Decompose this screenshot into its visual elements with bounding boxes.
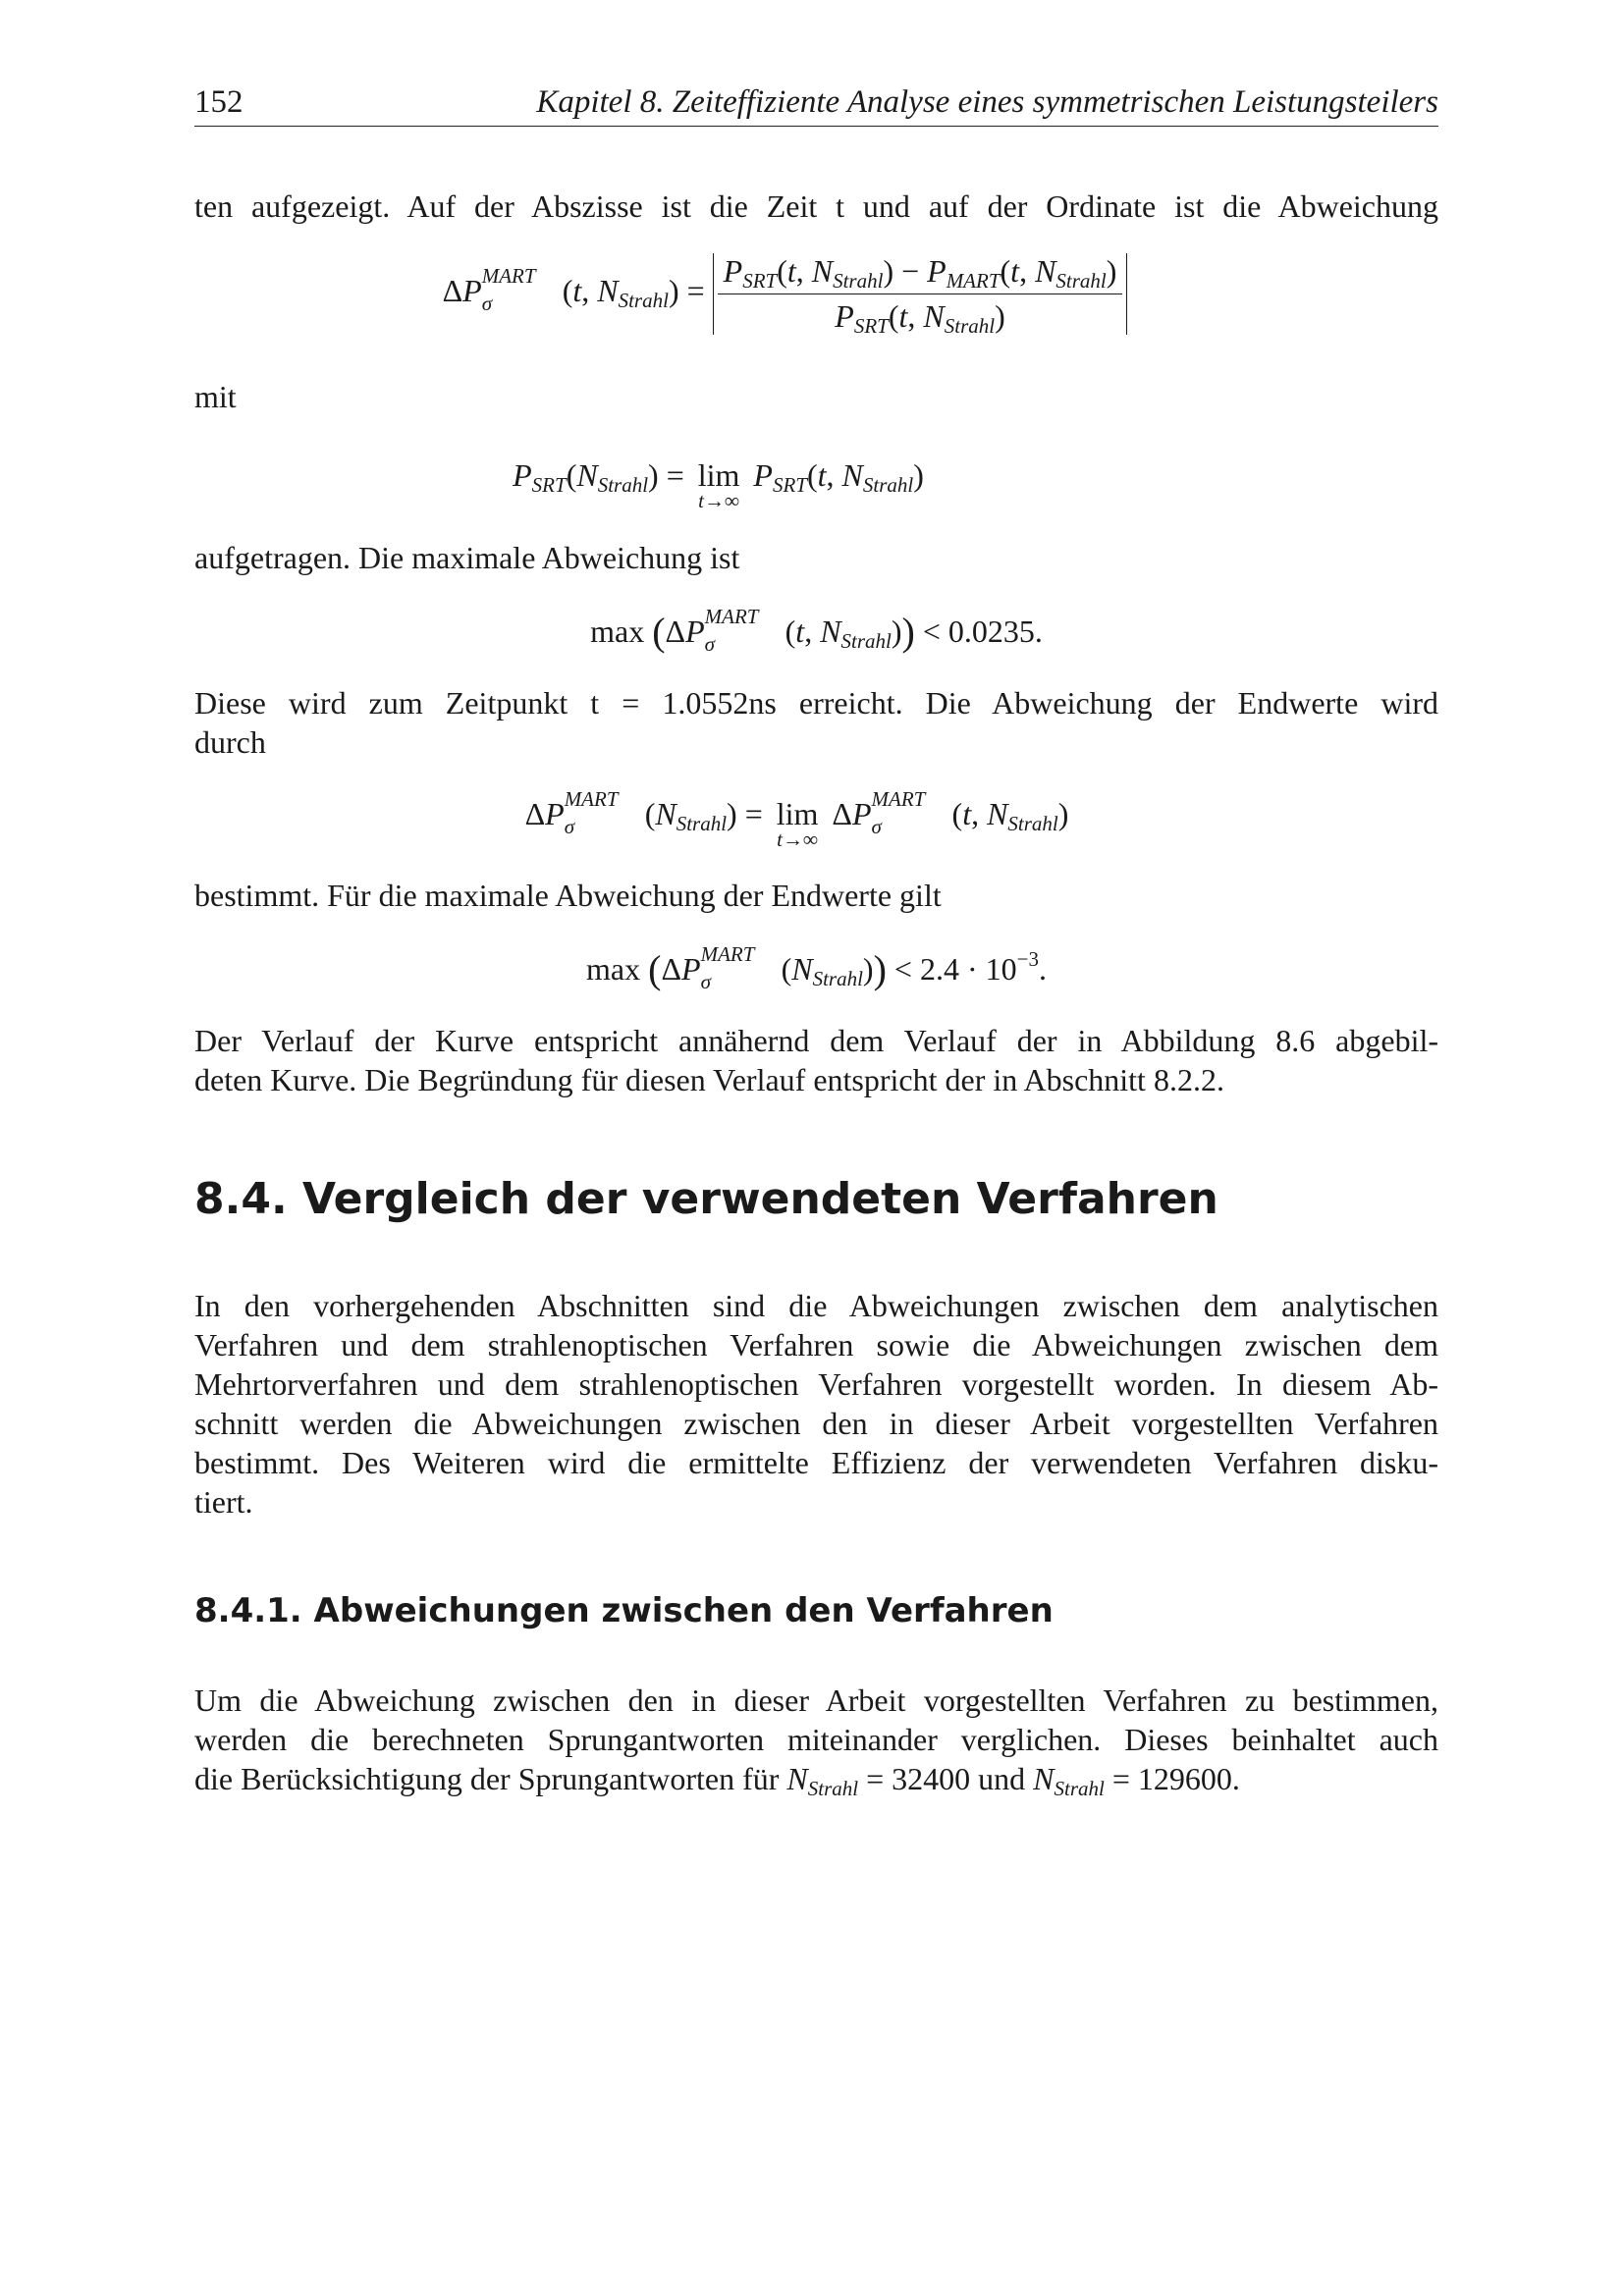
section-paragraph-line6: tiert. (194, 1484, 253, 1520)
equation-max-end-deviation: max (ΔP MART σ $(N_{Strahl})) < 2.4 \cdot 10^{-3}$. (586, 942, 1047, 993)
subsection-paragraph-line3: die Berücksichtigung der Sprungantworten für $N_{Strahl} = 32400$ und $N_{Strahl} = 129600$. (194, 1761, 1240, 1800)
equation-end-deviation: ΔP MART σ $(N_{Strahl}) = \lim$ t→∞ ΔP MART σ (t, $N_{Strahl}$) (524, 787, 1069, 851)
paragraph-verlauf-line1: Der Verlauf der Kurve entspricht annähernd dem Verlauf der in Abbildung 8.6 abgebil- (194, 1023, 1438, 1058)
page (194, 0, 1438, 2296)
running-title: Kapitel 8. Zeiteffiziente Analyse eines symmetrischen Leistungsteilers (536, 84, 1438, 120)
running-header (194, 80, 1438, 127)
section-paragraph-line1: In den vorhergehenden Abschnitten sind die Abweichungen zwischen dem analytischen (194, 1288, 1438, 1323)
paragraph-diese-line2: durch (194, 724, 266, 760)
section-paragraph-line2: Verfahren und dem strahlenoptischen Verfahren sowie die Abweichungen zwischen dem (194, 1327, 1438, 1362)
paragraph-bestimmt: bestimmt. Für die maximale Abweichung der Endwerte gilt (194, 878, 942, 913)
paragraph-intro: ten aufgezeigt. Auf der Abszisse ist die Zeit t und auf der Ordinate ist die Abweichung (194, 188, 1438, 224)
paragraph-aufgetragen: aufgetragen. Die maximale Abweichung ist (194, 540, 740, 575)
section-paragraph-line5: bestimmt. Des Weiteren wird die ermittelte Effizienz der verwendeten Verfahren disku- (194, 1445, 1438, 1480)
equation-max-deviation: max (ΔP MART σ (t, $N_{Strahl})) < 0.0235$. (590, 605, 1043, 656)
paragraph-verlauf-line2: deten Kurve. Die Begründung für diesen Verlauf entspricht der in Abschnitt 8.2.2. (194, 1062, 1224, 1097)
equation-deviation: ΔP MART σ (t, $N_{Strahl}$) = $\frac{P_{SRT}(t, N_{Strahl}) - P_{MART}(t, N_{Strahl})}{P_{SRT}(t, N_{Strahl})}$ (163, 253, 1407, 335)
section-paragraph-line3: Mehrtorverfahren und dem strahlenoptischen Verfahren vorgestellt worden. In diesem Ab- (194, 1366, 1438, 1402)
subsection-paragraph-line1: Um die Abweichung zwischen den in dieser Arbeit vorgestellten Verfahren zu bestimmen, (194, 1682, 1438, 1718)
subsection-paragraph-line2: werden die berechneten Sprungantworten miteinander verglichen. Dieses beinhaltet auch (194, 1722, 1438, 1757)
subsection-heading: 8.4.1. Abweichungen zwischen den Verfahren (194, 1591, 1054, 1630)
paragraph-mit: mit (194, 379, 237, 414)
section-heading: 8.4. Vergleich der verwendeten Verfahren (194, 1174, 1218, 1224)
paragraph-diese-line1: Diese wird zum Zeitpunkt t = 1.0552ns erreicht. Die Abweichung der Endwerte wird (194, 685, 1438, 721)
equation-limit-srt: $P_{SRT}(N_{Strahl}) = \lim$ t→∞ $P_{SRT}(t$, $N_{Strahl}$) (513, 457, 924, 512)
page-number: 152 (194, 84, 243, 120)
section-paragraph-line4: schnitt werden die Abweichungen zwischen den in dieser Arbeit vorgestellten Verfahren (194, 1406, 1438, 1441)
